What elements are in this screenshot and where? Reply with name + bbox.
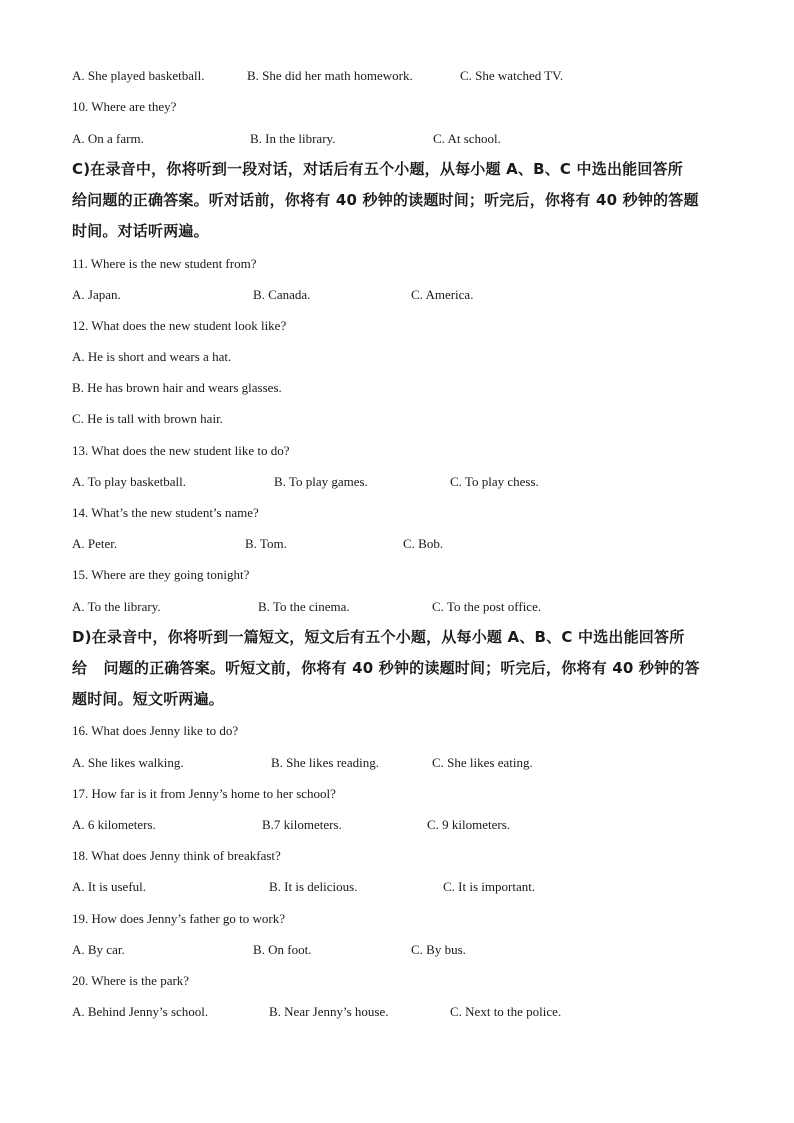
q9-option-c: C. She watched TV. — [460, 68, 564, 83]
q19-option-a: A. By car. — [72, 942, 125, 957]
section-d-line-1: D)在录音中，你将听到一篇短文，短文后有五个小题，从每小题 A、B、C 中选出能回答所 — [72, 628, 685, 646]
q18-option-b: B. It is delicious. — [269, 879, 358, 894]
q19-text: 19. How does Jenny’s father go to work? — [72, 911, 286, 926]
q14-option-c: C. Bob. — [403, 536, 444, 551]
q10-option-b: B. In the library. — [250, 131, 336, 146]
q17-text: 17. How far is it from Jenny’s home to her school? — [72, 786, 336, 801]
q11-text: 11. Where is the new student from? — [72, 256, 257, 271]
q16-text: 16. What does Jenny like to do? — [72, 723, 239, 738]
q19-option-b: B. On foot. — [253, 942, 312, 957]
q12-option-b: B. He has brown hair and wears glasses. — [72, 380, 282, 395]
q15-text: 15. Where are they going tonight? — [72, 567, 250, 582]
q14-text: 14. What’s the new student’s name? — [72, 505, 259, 520]
section-c-line-1: C)在录音中，你将听到一段对话，对话后有五个小题，从每小题 A、B、C 中选出能回答所 — [72, 160, 683, 178]
q15-option-b: B. To the cinema. — [258, 599, 350, 614]
q11-option-a: A. Japan. — [72, 287, 121, 302]
q20-text: 20. Where is the park? — [72, 973, 190, 988]
section-d-line-3: 题时间。短文听两遍。 — [72, 690, 225, 708]
section-c-instructions — [72, 154, 722, 247]
q13-option-a: A. To play basketball. — [72, 474, 187, 489]
q17-option-c: C. 9 kilometers. — [427, 817, 511, 832]
section-c-line-3: 时间。对话听两遍。 — [72, 222, 209, 240]
q14-option-b: B. Tom. — [245, 536, 287, 551]
q13-option-b: B. To play games. — [274, 474, 368, 489]
q15-option-a: A. To the library. — [72, 599, 161, 614]
q18-option-a: A. It is useful. — [72, 879, 147, 894]
q17-option-a: A. 6 kilometers. — [72, 817, 156, 832]
q16-option-b: B. She likes reading. — [271, 755, 379, 770]
q10-option-c: C. At school. — [433, 131, 501, 146]
q20-option-b: B. Near Jenny’s house. — [269, 1004, 389, 1019]
q11-option-c: C. America. — [411, 287, 474, 302]
q18-option-c: C. It is important. — [443, 879, 536, 894]
q15-option-c: C. To the post office. — [432, 599, 542, 614]
section-d-line-2: 给 问题的正确答案。听短文前，你将有 40 秒钟的读题时间；听完后，你将有 40 秒钟的答 — [72, 659, 700, 677]
q14-option-a: A. Peter. — [72, 536, 118, 551]
q12-option-a: A. He is short and wears a hat. — [72, 349, 232, 364]
q13-text: 13. What does the new student like to do? — [72, 443, 290, 458]
section-d-instructions — [72, 622, 722, 715]
q18-text: 18. What does Jenny think of breakfast? — [72, 848, 281, 863]
q13-option-c: C. To play chess. — [450, 474, 539, 489]
q10-option-a: A. On a farm. — [72, 131, 144, 146]
q16-option-c: C. She likes eating. — [432, 755, 533, 770]
q20-option-c: C. Next to the police. — [450, 1004, 562, 1019]
q17-option-b: B.7 kilometers. — [262, 817, 342, 832]
q16-option-a: A. She likes walking. — [72, 755, 184, 770]
q20-option-a: A. Behind Jenny’s school. — [72, 1004, 209, 1019]
q9-option-b: B. She did her math homework. — [247, 68, 413, 83]
section-c-line-2: 给问题的正确答案。听对话前，你将有 40 秒钟的读题时间；听完后，你将有 40 秒钟的答题 — [72, 191, 699, 209]
q9-option-a: A. She played basketball. — [72, 68, 205, 83]
q19-option-c: C. By bus. — [411, 942, 466, 957]
q12-text: 12. What does the new student look like? — [72, 318, 287, 333]
q11-option-b: B. Canada. — [253, 287, 311, 302]
q10-text: 10. Where are they? — [72, 99, 177, 114]
q12-option-c: C. He is tall with brown hair. — [72, 411, 223, 426]
